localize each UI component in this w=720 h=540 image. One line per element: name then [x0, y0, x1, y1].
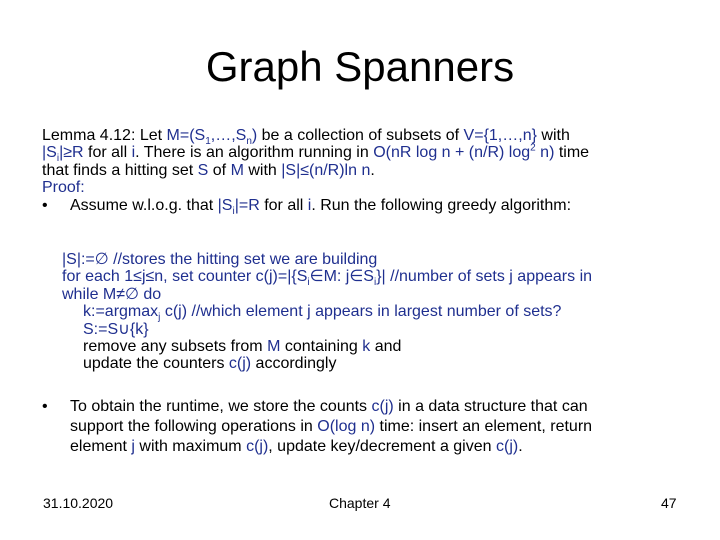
subscript-n: n	[246, 136, 252, 148]
counter-cj: c(j)	[371, 398, 394, 415]
lemma-m-close: )	[251, 127, 258, 144]
bullet1-text-a: Assume w.l.o.g. that	[70, 196, 218, 214]
algo-line-2	[62, 268, 593, 289]
size-eq-open: |S	[217, 196, 233, 214]
algo-update-a: update the counters	[83, 355, 229, 373]
op-runtime: O(log n)	[317, 418, 376, 435]
algo-for-b: ∈M: j∈S	[309, 268, 374, 286]
hitting-set-bound: |S|≤(n/R)ln n	[281, 161, 371, 179]
var-j: j	[131, 438, 135, 455]
lemma-text-1: be a collection of subsets of	[257, 127, 464, 144]
subscript-i: i	[232, 205, 235, 217]
b2-f: with maximum	[134, 438, 247, 455]
algo-line-3: while M≠∅ do	[62, 285, 162, 303]
algo-comment: //stores the hitting set we are building	[108, 251, 378, 268]
algo-line-7	[62, 355, 592, 372]
footer-date: 31.10.2020	[43, 495, 114, 511]
footer-chapter: Chapter 4	[329, 495, 391, 511]
bullet-1	[42, 196, 682, 217]
bullet2-line-1	[70, 397, 670, 417]
subscript-1: 1	[205, 136, 211, 148]
algo-line-4	[62, 303, 592, 324]
bullet-2	[42, 397, 672, 455]
bullet1-text-c: . Run the following greedy algorithm:	[311, 196, 572, 214]
lemma-text-5: time	[554, 144, 590, 162]
lemma-line-1	[42, 127, 682, 148]
algo-for-a: for each 1≤j≤n, set counter c(j)=|{S	[62, 268, 308, 286]
collection-m	[166, 127, 258, 148]
algo-line-1	[62, 251, 592, 268]
bullet-marker: •	[42, 398, 48, 415]
algo-remove-b: containing	[280, 338, 363, 356]
lemma-block	[42, 127, 682, 217]
size-eq	[217, 196, 260, 217]
subscript-j: j	[158, 312, 161, 324]
algo-argmax-rest: c(j) //which element j appears in largest number of sets?	[160, 303, 562, 321]
algo-update-b: accordingly	[251, 355, 337, 373]
lemma-m-mid: ,…,S	[210, 127, 247, 144]
algo-remove-a: remove any subsets from	[83, 338, 268, 356]
b2-e: element	[70, 438, 132, 455]
proof-label: Proof:	[42, 179, 85, 197]
algo-line-6	[62, 338, 592, 355]
page-number: 47	[661, 495, 677, 511]
set-v: V={1,…,n}	[463, 127, 537, 144]
greedy-algorithm	[62, 251, 592, 373]
bullet2-text	[70, 397, 670, 457]
subscript-i: i	[307, 277, 310, 289]
superscript-2: 2	[530, 143, 536, 155]
slide-title: Graph Spanners	[205, 43, 515, 90]
var-k: k	[362, 338, 371, 356]
lemma-text-8: with	[243, 161, 282, 179]
var-m: M	[267, 338, 281, 356]
counter-cj: c(j)	[228, 355, 252, 373]
subscript-i: i	[56, 153, 60, 165]
b2-h: .	[518, 438, 523, 455]
b2-b: in a data structure that can	[393, 398, 588, 415]
lemma-label: Lemma 4.12: Let	[42, 127, 167, 144]
var-i: i	[307, 196, 312, 214]
bullet-marker: •	[42, 196, 48, 214]
var-i: i	[131, 144, 136, 162]
runtime-b: n)	[535, 144, 555, 162]
b2-d: time: insert an element, return	[375, 418, 593, 435]
counter-cj: c(j)	[495, 438, 519, 455]
size-close: |≥R	[59, 144, 84, 162]
lemma-m-open: M=(S	[166, 127, 206, 144]
var-m: M	[230, 161, 244, 179]
algo-line-5: S:=S∪{k}	[83, 320, 149, 338]
subscript-i: i	[373, 277, 377, 289]
b2-c: support the following operations in	[70, 418, 318, 435]
size-eq-close: |=R	[234, 196, 260, 214]
size-condition	[42, 144, 84, 165]
bullet2-line-2	[70, 417, 670, 437]
b2-g: , update key/decrement a given	[268, 438, 496, 455]
lemma-text-4: . There is an algorithm running in	[135, 144, 374, 162]
lemma-text-3: for all	[83, 144, 132, 162]
lemma-text-9: .	[370, 161, 375, 179]
lemma-text-7: of	[208, 161, 231, 179]
algo-for-c: }| //number of sets j appears in	[376, 268, 593, 286]
lemma-line-2	[42, 143, 682, 165]
lemma-text-2: with	[536, 127, 570, 144]
algo-init: |S|:=∅	[62, 251, 109, 268]
algo-remove-c: and	[370, 338, 402, 356]
counter-cj: c(j)	[246, 438, 269, 455]
b2-a: To obtain the runtime, we store the counts	[70, 398, 372, 415]
lemma-line-3	[42, 162, 682, 179]
runtime-bound	[373, 144, 554, 161]
bullet2-line-3	[70, 437, 670, 457]
var-s: S	[197, 161, 209, 179]
lemma-text-6: that finds a hitting set	[42, 161, 198, 179]
runtime-a: O(nR log n + (n/R) log	[373, 144, 531, 162]
algo-argmax: k:=argmax	[83, 303, 159, 321]
bullet1-text-b: for all	[259, 196, 308, 214]
size-open: |S	[42, 144, 57, 162]
